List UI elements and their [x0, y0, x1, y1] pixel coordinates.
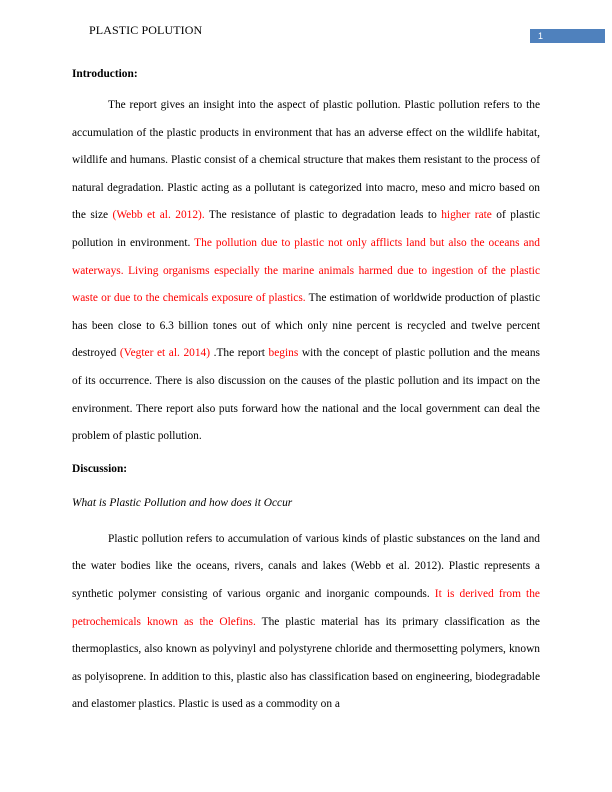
discussion-subheading: What is Plastic Pollution and how does it Occur — [72, 496, 293, 509]
page-number-badge — [530, 29, 605, 43]
discussion-paragraph — [72, 526, 540, 719]
highlighted-sentence-3: It is derived from the petrochemicals known as the Olefins. — [72, 587, 540, 628]
intro-text-6: .The report — [210, 347, 269, 360]
citation-vegter: (Vegter et al. 2014) — [119, 347, 211, 360]
page-number: 1 — [538, 31, 544, 41]
begins-text: begins — [268, 347, 299, 360]
citation-webb: (Webb et al. 2012). — [112, 209, 205, 222]
intro-text-3: The resistance of plastic to degradation leads to — [204, 209, 442, 222]
discussion-heading: Discussion: — [72, 462, 128, 475]
highlighted-sentence-2: Living organisms especially the marine animals harmed due to ingestion of the plastic waste or due to the chemicals exposure of plastics. — [72, 264, 540, 305]
discussion-text-2: The plastic material has its primary classification as the thermoplastics, also known as polyvinyl and polystyrene chloride and thermosetting polymers, known as polyisoprene. In addition to this, plastic also has classification based on engineering, biodegradable and elastomer plastics. Plastic is used as a commodity on a — [72, 615, 540, 711]
intro-text-2: Plastic pollution refers to the accumulation of the plastic products in environment that has an adverse effect on the wildlife habitat, wildlife and humans. Plastic consist of a chemical structure that makes them resistant to the process of natural degradation. Plastic acting as a pollutant is categorized into macro, meso and micro based on the size — [72, 99, 540, 222]
discussion-text-1: Plastic pollution refers to accumulation of various kinds of plastic substances on the land and the water bodies like the oceans, rivers, canals and lakes (Webb et al. 2012). Plastic represents a synthetic polymer consisting of various organic and inorganic compounds. — [72, 532, 540, 600]
introduction-heading: Introduction: — [72, 68, 138, 80]
intro-text-7: with the concept of plastic pollution and the means of its occurrence. There is also discussion on the causes of the plastic pollution and its impact on the environment. There report also puts forward how the national and the local government can deal the problem of plastic pollution. — [72, 347, 540, 443]
document-body — [72, 66, 540, 719]
intro-text-5: The estimation of worldwide production of plastic has been close to 6.3 billion tones out of which only nine percent is recycled and twelve percent destroyed — [72, 292, 540, 360]
higher-rate-text: higher rate — [441, 209, 492, 222]
intro-sentence-1: The report gives an insight into the aspect of plastic pollution. — [108, 99, 401, 111]
running-head: PLASTIC POLUTION — [89, 23, 203, 37]
introduction-paragraph — [72, 92, 540, 451]
intro-text-4: of plastic pollution in environment. — [72, 209, 540, 249]
highlighted-sentence-1: The pollution due to plastic not only afflicts land but also the oceans and waterways. — [72, 236, 540, 277]
